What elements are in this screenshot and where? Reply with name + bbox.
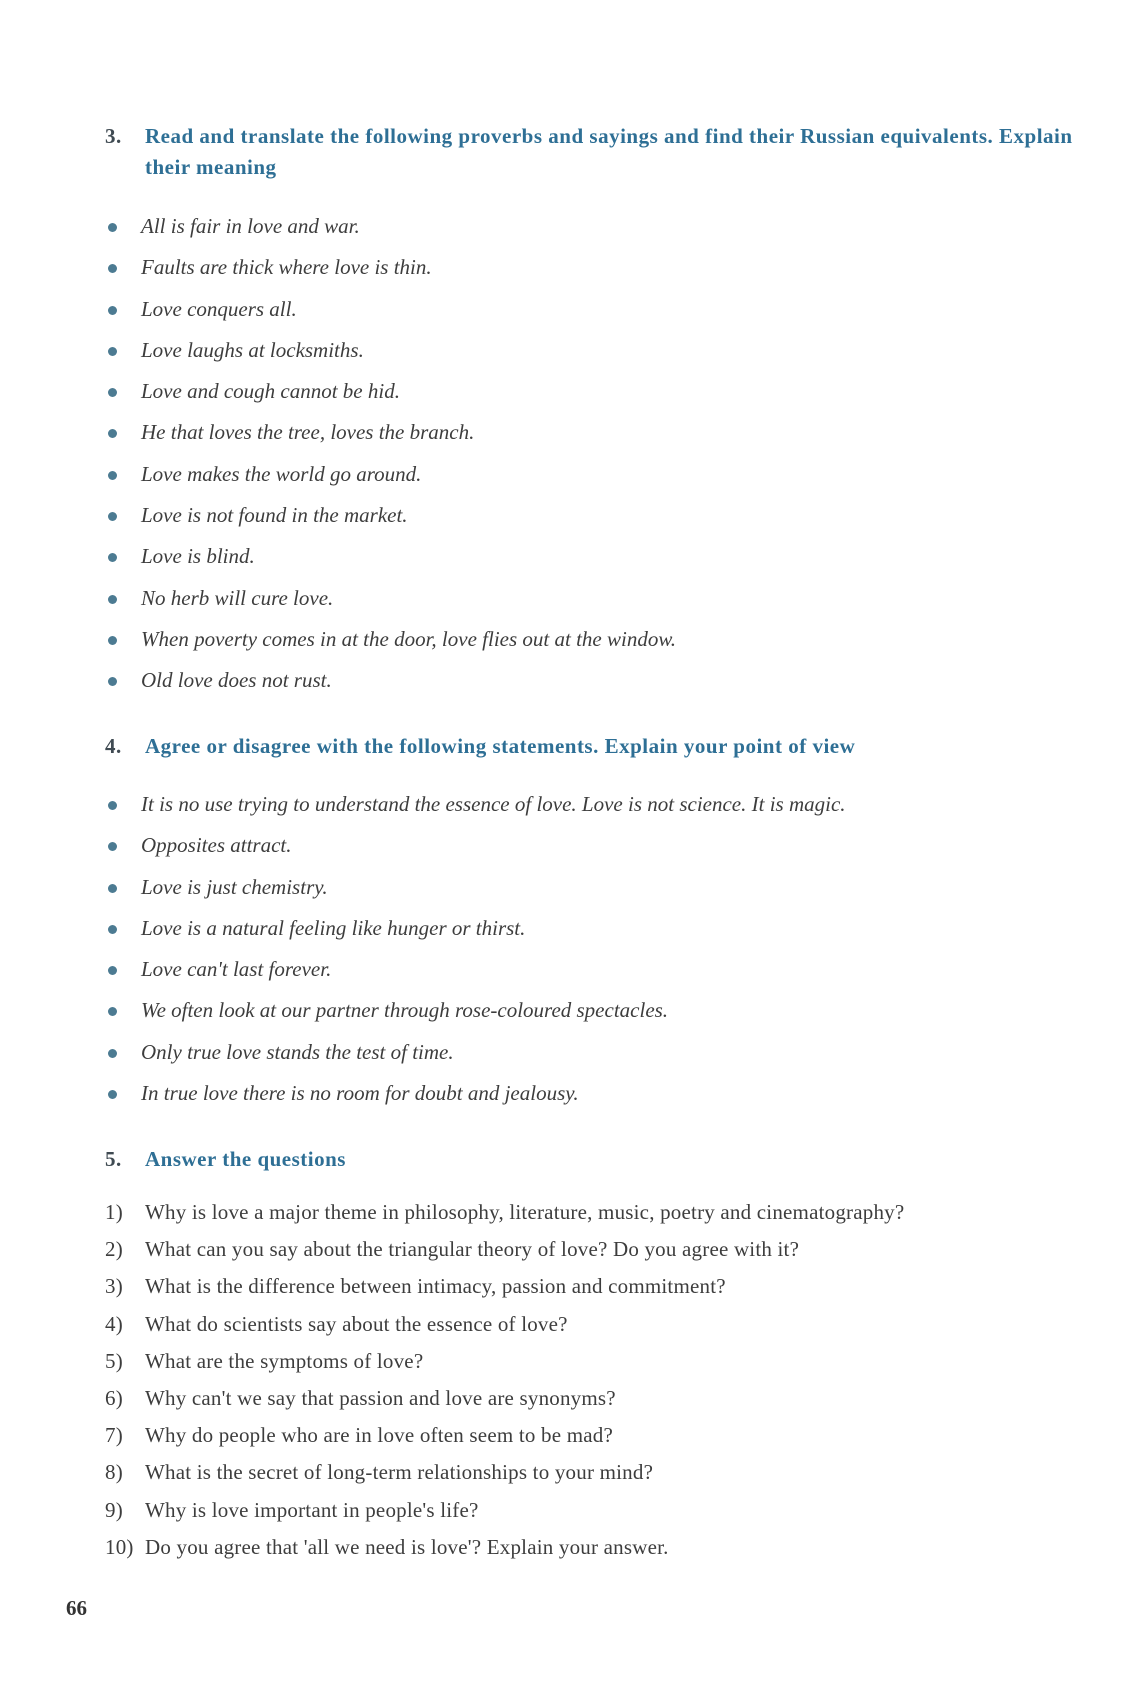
question-item	[105, 1529, 904, 1566]
question-text: What is the difference between intimacy, passion and commitment?	[145, 1274, 726, 1299]
question-item	[105, 1492, 904, 1529]
list-item-text: Faults are thick where love is thin.	[141, 255, 432, 280]
task-5-number: 5.	[105, 1147, 122, 1171]
question-text: Why is love a major theme in philosophy, literature, music, poetry and cinematography?	[145, 1200, 905, 1224]
bullet-icon	[108, 595, 117, 604]
task-5-question-list	[105, 1194, 904, 1566]
list-item	[105, 412, 676, 453]
task-3-heading	[105, 121, 1095, 183]
task-4-heading	[105, 731, 1095, 762]
question-text: What can you say about the triangular theory of love? Do you agree with it?	[145, 1237, 800, 1262]
question-item	[105, 1194, 904, 1231]
list-item	[105, 289, 676, 330]
bullet-icon	[108, 347, 117, 356]
list-item-text: He that loves the tree, loves the branch.	[141, 420, 475, 445]
question-item	[105, 1454, 904, 1491]
list-item-text: Love can't last forever.	[141, 957, 332, 982]
list-item	[105, 784, 846, 825]
task-4-title: Agree or disagree with the following statements. Explain your point of view	[145, 734, 856, 758]
list-item-text: Old love does not rust.	[141, 668, 332, 693]
question-number: 2)	[105, 1237, 123, 1262]
list-item-text: Love is just chemistry.	[141, 874, 328, 899]
list-item	[105, 454, 676, 495]
list-item	[105, 867, 846, 908]
bullet-icon	[108, 1007, 117, 1016]
list-item	[105, 330, 676, 371]
task-3-number: 3.	[105, 124, 122, 148]
question-number: 3)	[105, 1274, 123, 1299]
question-text: Do you agree that 'all we need is love'? Explain your answer.	[145, 1534, 669, 1559]
list-item-text: Love is a natural feeling like hunger or thirst.	[141, 915, 526, 940]
list-item-text: All is fair in love and war.	[141, 214, 360, 238]
list-item-text: Love and cough cannot be hid.	[141, 379, 400, 404]
list-item-text: Opposites attract.	[141, 833, 292, 858]
bullet-icon	[108, 636, 117, 645]
list-item-text: Only true love stands the test of time.	[141, 1039, 454, 1064]
list-item	[105, 495, 676, 536]
bullet-icon	[108, 429, 117, 438]
bullet-icon	[108, 1090, 117, 1099]
task-5-heading	[105, 1144, 1095, 1175]
question-number: 7)	[105, 1423, 123, 1448]
list-item-text: We often look at our partner through rose-coloured spectacles.	[141, 998, 669, 1023]
question-number: 9)	[105, 1497, 123, 1522]
bullet-icon	[108, 553, 117, 562]
question-number: 1)	[105, 1200, 123, 1224]
question-item	[105, 1306, 904, 1343]
task-3-title: Read and translate the following proverbs and sayings and find their Russian equivalents. Explain their meaning	[145, 124, 1073, 179]
question-number: 8)	[105, 1460, 123, 1485]
question-number: 10)	[105, 1534, 134, 1559]
list-item	[105, 536, 676, 577]
bullet-icon	[108, 264, 117, 273]
question-text: Why can't we say that passion and love are synonyms?	[145, 1385, 616, 1410]
question-text: What are the symptoms of love?	[145, 1348, 424, 1373]
question-item	[105, 1231, 904, 1268]
bullet-icon	[108, 842, 117, 851]
list-item	[105, 1073, 846, 1114]
list-item	[105, 660, 676, 701]
list-item	[105, 825, 846, 866]
bullet-icon	[108, 223, 117, 232]
bullet-icon	[108, 512, 117, 521]
question-item	[105, 1417, 904, 1454]
bullet-icon	[108, 306, 117, 315]
question-item	[105, 1380, 904, 1417]
question-text: Why is love important in people's life?	[145, 1497, 479, 1522]
task-5-title: Answer the questions	[145, 1147, 346, 1171]
question-number: 5)	[105, 1348, 123, 1373]
list-item-text: When poverty comes in at the door, love flies out at the window.	[141, 626, 677, 651]
question-text: Why do people who are in love often seem to be mad?	[145, 1423, 613, 1448]
question-number: 4)	[105, 1311, 123, 1336]
page-number: 66	[66, 1596, 87, 1620]
list-item-text: No herb will cure love.	[141, 585, 334, 610]
bullet-icon	[108, 801, 117, 810]
list-item	[105, 619, 676, 660]
question-text: What do scientists say about the essence of love?	[145, 1311, 568, 1336]
question-item	[105, 1268, 904, 1305]
list-item-text: It is no use trying to understand the essence of love. Love is not science. It is magic.	[141, 792, 846, 816]
list-item-text: Love is blind.	[141, 544, 255, 569]
list-item	[105, 371, 676, 412]
list-item	[105, 206, 676, 247]
question-text: What is the secret of long-term relationships to your mind?	[145, 1460, 654, 1485]
bullet-icon	[108, 1049, 117, 1058]
list-item	[105, 1032, 846, 1073]
list-item-text: In true love there is no room for doubt and jealousy.	[141, 1081, 579, 1106]
task-4-statement-list	[105, 784, 846, 1114]
bullet-icon	[108, 884, 117, 893]
bullet-icon	[108, 925, 117, 934]
list-item	[105, 578, 676, 619]
bullet-icon	[108, 677, 117, 686]
list-item-text: Love laughs at locksmiths.	[141, 337, 364, 362]
bullet-icon	[108, 471, 117, 480]
list-item-text: Love is not found in the market.	[141, 503, 408, 528]
task-3-proverb-list	[105, 206, 676, 702]
bullet-icon	[108, 388, 117, 397]
list-item	[105, 247, 676, 288]
list-item-text: Love makes the world go around.	[141, 461, 422, 486]
list-item	[105, 949, 846, 990]
task-4-number: 4.	[105, 734, 122, 758]
list-item	[105, 908, 846, 949]
bullet-icon	[108, 966, 117, 975]
list-item	[105, 990, 846, 1031]
question-item	[105, 1343, 904, 1380]
list-item-text: Love conquers all.	[141, 296, 297, 321]
question-number: 6)	[105, 1385, 123, 1410]
